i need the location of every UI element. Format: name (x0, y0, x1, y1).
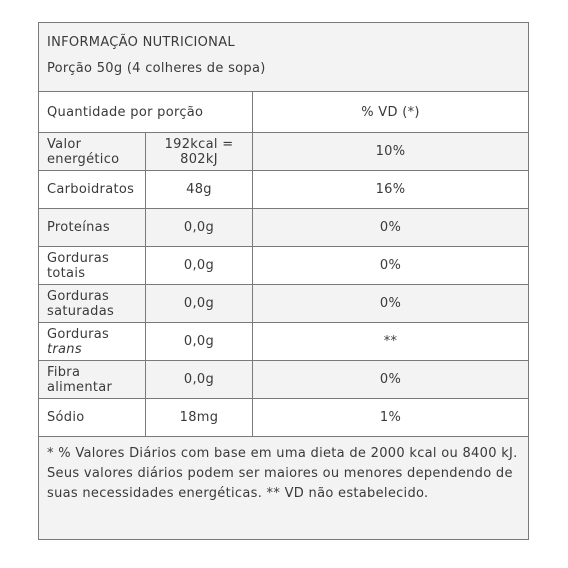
nutrient-dv: 0% (253, 209, 529, 247)
portion-text: Porção 50g (4 colheres de sopa) (47, 61, 266, 76)
label-header (39, 23, 528, 91)
nutrient-amount: 0,0g (146, 209, 253, 247)
table-row (39, 285, 529, 323)
nutrient-dv: 0% (253, 285, 529, 323)
table-row (39, 247, 529, 285)
nutrient-dv: 0% (253, 247, 529, 285)
label-title: INFORMAÇÃO NUTRICIONAL (47, 35, 235, 50)
quantity-header: Quantidade por porção (39, 92, 253, 133)
nutrient-dv: 16% (253, 171, 529, 209)
table-row (39, 323, 529, 361)
nutrition-table (38, 91, 529, 437)
nutrient-amount: 0,0g (146, 361, 253, 399)
nutrient-name: Sódio (39, 399, 146, 437)
nutrient-amount: 192kcal = 802kJ (146, 133, 253, 171)
nutrient-dv: 10% (253, 133, 529, 171)
table-row (39, 133, 529, 171)
nutrient-dv: ** (253, 323, 529, 361)
table-row (39, 171, 529, 209)
nutrient-name: Valor energético (39, 133, 146, 171)
nutrient-amount: 0,0g (146, 247, 253, 285)
nutrient-name: Carboidratos (39, 171, 146, 209)
table-header-row (39, 92, 529, 133)
table-row (39, 399, 529, 437)
table-row (39, 209, 529, 247)
nutrient-dv: 0% (253, 361, 529, 399)
nutrition-label (38, 22, 529, 540)
nutrient-dv: 1% (253, 399, 529, 437)
dv-header: % VD (*) (253, 92, 529, 133)
nutrient-amount: 18mg (146, 399, 253, 437)
nutrient-amount: 48g (146, 171, 253, 209)
table-row (39, 361, 529, 399)
nutrient-name: Proteínas (39, 209, 146, 247)
nutrient-name: Fibra alimentar (39, 361, 146, 399)
nutrient-amount: 0,0g (146, 323, 253, 361)
nutrient-name (39, 323, 146, 361)
nutrient-name-prefix: Gorduras (47, 326, 110, 342)
nutrient-amount: 0,0g (146, 285, 253, 323)
nutrient-name: Gorduras saturadas (39, 285, 146, 323)
nutrient-name-italic: trans (47, 341, 82, 357)
nutrient-name: Gorduras totais (39, 247, 146, 285)
footnote: * % Valores Diários com base em uma dieta de 2000 kcal ou 8400 kJ. Seus valores diários podem ser maiores ou menores dependendo de suas necessidades energéticas. ** VD não estabelecido. (39, 437, 528, 504)
